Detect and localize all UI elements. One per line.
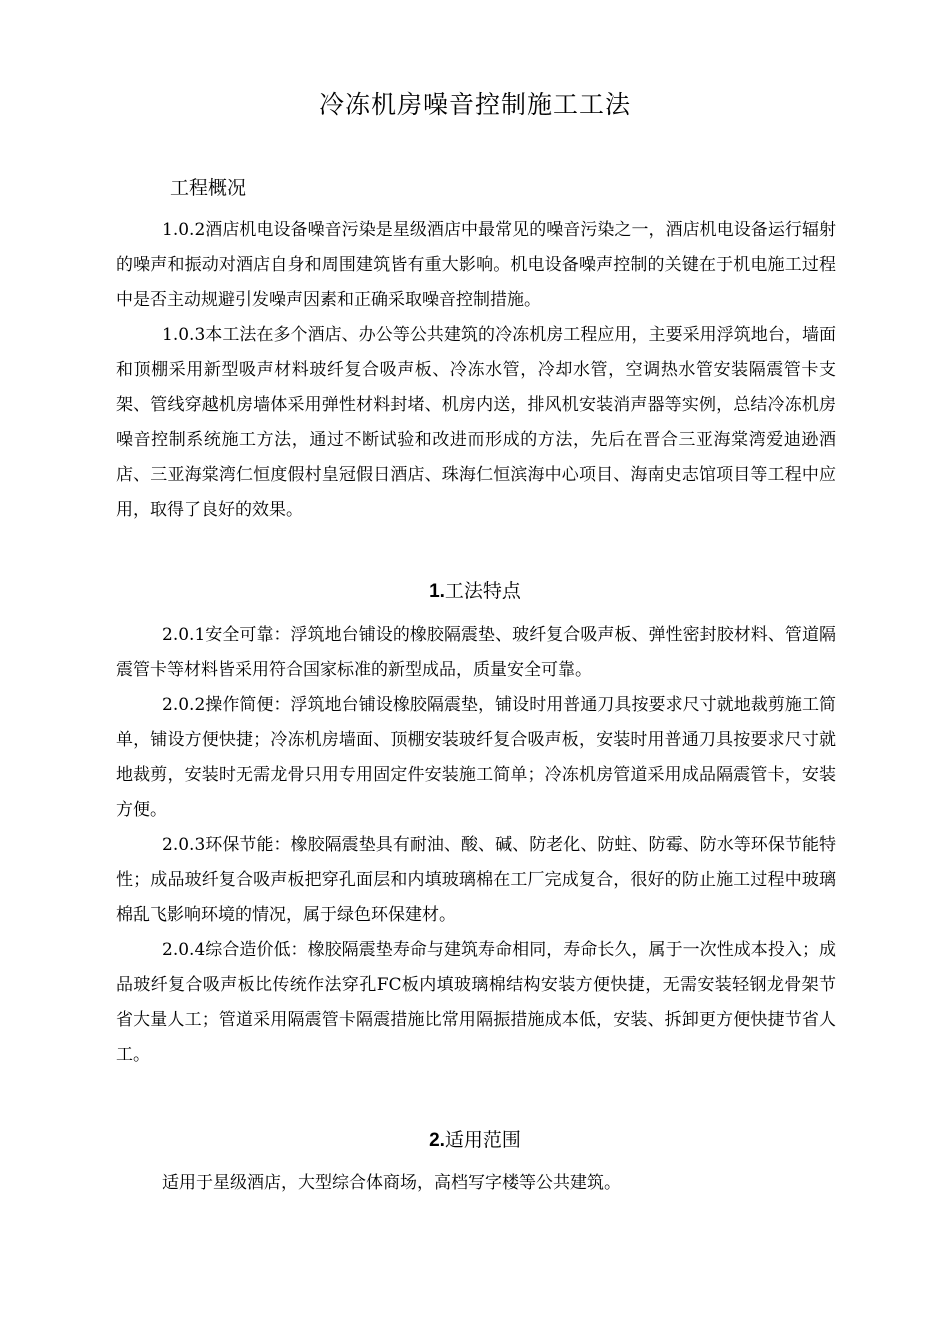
section-2-number: 2. xyxy=(429,1130,445,1151)
section-1-paragraph-4: 2.0.4综合造价低：橡胶隔震垫寿命与建筑寿命相同，寿命长久，属于一次性成本投入；成品玻纤复合吸声板比传统作法穿孔FC板内填玻璃棉结构安装方便快捷，无需安装轻钢龙骨架节省大量人工；管道采用隔震管卡隔震措施比常用隔振措施成本低，安装、拆卸更方便快捷节省人工。 xyxy=(116,940,836,1065)
section-1-title: 工法特点 xyxy=(444,580,521,602)
section-1-number: 1. xyxy=(429,581,445,602)
section-1-heading xyxy=(0,578,950,605)
overview-paragraph-2: 1.0.3本工法在多个酒店、办公等公共建筑的冷冻机房工程应用，主要采用浮筑地台，墙面和顶棚采用新型吸声材料玻纤复合吸声板、冷冻水管，冷却水管，空调热水管安装隔震管卡支架、管线穿越机房墙体采用弹性材料封堵、机房内送，排风机安装消声器等实例，总结冷冻机房噪音控制系统施工方法，通过不断试验和改进而形成的方法，先后在晋合三亚海棠湾爱迪逊酒店、三亚海棠湾仁恒度假村皇冠假日酒店、珠海仁恒滨海中心项目、海南史志馆项目等工程中应用，取得了良好的效果。 xyxy=(116,325,836,520)
section-1-paragraph-1: 2.0.1安全可靠：浮筑地台铺设的橡胶隔震垫、玻纤复合吸声板、弹性密封胶材料、管道隔震管卡等材料皆采用符合国家标准的新型成品，质量安全可靠。 xyxy=(116,625,836,680)
section-2-heading xyxy=(0,1127,950,1154)
document-title: 冷冻机房噪音控制施工工法 xyxy=(318,90,631,119)
section-2-paragraph-1: 适用于星级酒店，大型综合体商场，高档写字楼等公共建筑。 xyxy=(162,1173,621,1193)
overview-paragraph-1: 1.0.2酒店机电设备噪音污染是星级酒店中最常见的噪音污染之一，酒店机电设备运行辐射的噪声和振动对酒店自身和周围建筑皆有重大影响。机电设备噪声控制的关键在于机电施工过程中是否主动规避引发噪声因素和正确采取噪音控制措施。 xyxy=(116,220,836,310)
overview-heading: 工程概况 xyxy=(170,177,247,199)
section-1-paragraph-2: 2.0.2操作简便：浮筑地台铺设橡胶隔震垫，铺设时用普通刀具按要求尺寸就地裁剪施工简单，铺设方便快捷；冷冻机房墙面、顶棚安装玻纤复合吸声板，安装时用普通刀具按要求尺寸就地裁剪，安装时无需龙骨只用专用固定件安装施工简单；冷冻机房管道采用成品隔震管卡，安装方便。 xyxy=(116,695,836,820)
section-2-title: 适用范围 xyxy=(444,1129,521,1151)
section-1-paragraph-3: 2.0.3环保节能：橡胶隔震垫具有耐油、酸、碱、防老化、防蛀、防霉、防水等环保节能特性；成品玻纤复合吸声板把穿孔面层和内填玻璃棉在工厂完成复合，很好的防止施工过程中玻璃棉乱飞影响环境的情况，属于绿色环保建材。 xyxy=(116,835,836,925)
